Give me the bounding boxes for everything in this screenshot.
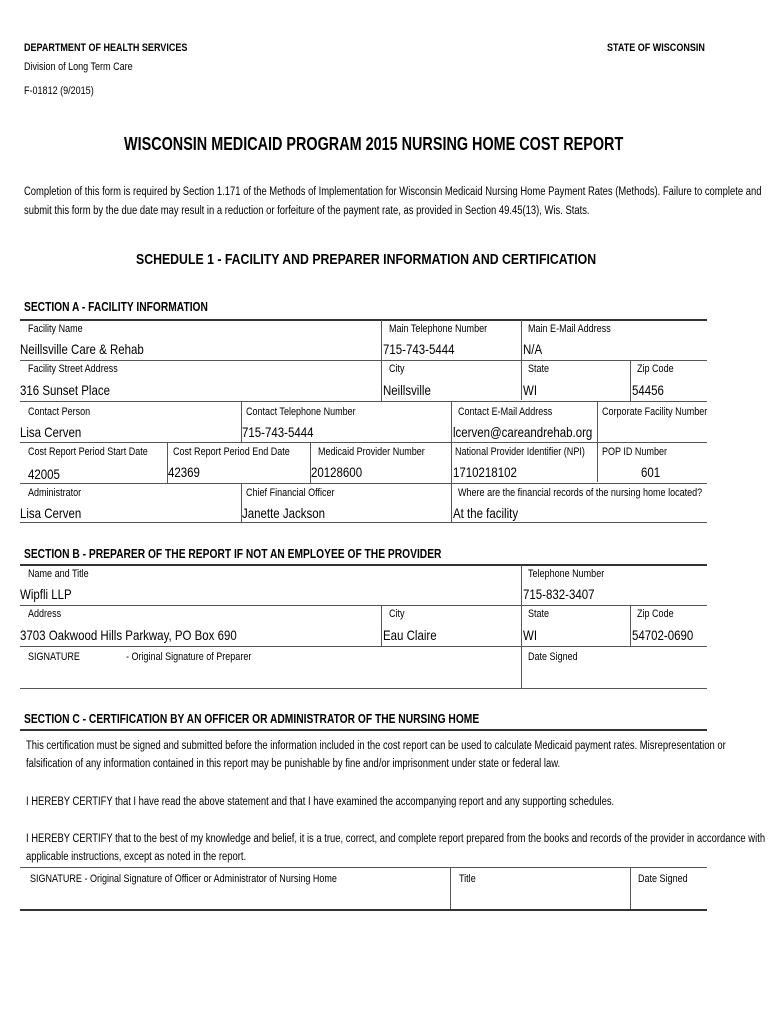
npi-field[interactable]: 1710218102 (453, 464, 517, 480)
preparer-state-label: State (528, 608, 550, 620)
certification-para1-line2: falsification of any information contained in this report may be punishable by fine and/or imprisonment under state or federal law. (26, 758, 561, 770)
city-field[interactable]: Neillsville (383, 382, 431, 398)
preparer-address-label: Address (28, 608, 62, 620)
zip-label: Zip Code (637, 363, 674, 375)
intro-line-1: Completion of this form is required by Section 1.171 of the Methods of Implementation for Wisconsin Medicaid Nursing Home Payment Rates (Methods). Failure to complete and (24, 186, 762, 198)
section-b-title: SECTION B - PREPARER OF THE REPORT IF NOT AN EMPLOYEE OF THE PROVIDER (24, 547, 442, 561)
zip-field[interactable]: 54456 (632, 382, 664, 398)
contact-person-label: Contact Person (28, 406, 91, 418)
cfo-field[interactable]: Janette Jackson (242, 505, 325, 521)
facility-name-field[interactable]: Neillsville Care & Rehab (20, 341, 144, 357)
preparer-address-field[interactable]: 3703 Oakwood Hills Parkway, PO Box 690 (20, 627, 237, 643)
street-field[interactable]: 316 Sunset Place (20, 382, 110, 398)
state-field[interactable]: WI (523, 382, 538, 398)
administrator-label: Administrator (28, 487, 82, 499)
intro-line-2: submit this form by the due date may result in a reduction or forfeiture of the payment rate, as provided in Section 49.45(13), Wis. Stats. (24, 205, 590, 217)
section-c-rule (20, 729, 707, 731)
contact-email-field[interactable]: lcerven@careandrehab.org (453, 424, 593, 440)
officer-date-label: Date Signed (638, 873, 688, 885)
preparer-signature-label: SIGNATURE (28, 651, 80, 663)
start-date-label: Cost Report Period Start Date (28, 446, 148, 458)
certification-para2: I HEREBY CERTIFY that I have read the above statement and that I have examined the accompanying report and any supporting schedules. (26, 796, 615, 808)
department-name: DEPARTMENT OF HEALTH SERVICES (24, 42, 188, 54)
certification-para3-line2: applicable instructions, except as noted in the report. (26, 851, 247, 863)
contact-phone-field[interactable]: 715-743-5444 (242, 424, 314, 440)
certification-para1-line1: This certification must be signed and submitted before the information included in the cost report can be used to calculate Medicaid payment rates. Misrepresentation or (26, 740, 726, 752)
records-location-field[interactable]: At the facility (453, 505, 519, 521)
pop-id-field[interactable]: 601 (641, 464, 661, 480)
pop-id-label: POP ID Number (602, 446, 668, 458)
preparer-city-field[interactable]: Eau Claire (383, 627, 437, 643)
contact-person-field[interactable]: Lisa Cerven (20, 424, 82, 440)
preparer-state-field[interactable]: WI (523, 627, 538, 643)
preparer-name-field[interactable]: Wipfli LLP (20, 586, 72, 602)
medicaid-provider-label: Medicaid Provider Number (318, 446, 425, 458)
corporate-facility-label: Corporate Facility Number (602, 406, 708, 418)
state-name: STATE OF WISCONSIN (607, 42, 705, 54)
officer-signature-label: SIGNATURE - Original Signature of Officer or Administrator of Nursing Home (30, 873, 337, 885)
schedule-title: SCHEDULE 1 - FACILITY AND PREPARER INFORMATION AND CERTIFICATION (136, 251, 597, 268)
page-title: WISCONSIN MEDICAID PROGRAM 2015 NURSING HOME COST REPORT (124, 134, 624, 154)
division-name: Division of Long Term Care (24, 61, 133, 73)
preparer-phone-field[interactable]: 715-832-3407 (523, 586, 595, 602)
section-a-rule (20, 319, 707, 321)
city-label: City (389, 363, 405, 375)
main-phone-field[interactable]: 715-743-5444 (383, 341, 455, 357)
administrator-field[interactable]: Lisa Cerven (20, 505, 82, 521)
preparer-phone-label: Telephone Number (528, 568, 605, 580)
end-date-label: Cost Report Period End Date (173, 446, 290, 458)
section-a-title: SECTION A - FACILITY INFORMATION (24, 300, 208, 314)
main-phone-label: Main Telephone Number (389, 323, 488, 335)
contact-phone-label: Contact Telephone Number (246, 406, 356, 418)
facility-name-label: Facility Name (28, 323, 83, 335)
records-location-label: Where are the financial records of the nursing home located? (458, 487, 703, 499)
street-label: Facility Street Address (28, 363, 118, 375)
section-c-title: SECTION C - CERTIFICATION BY AN OFFICER OR ADMINISTRATOR OF THE NURSING HOME (24, 712, 480, 726)
preparer-zip-label: Zip Code (637, 608, 674, 620)
form-number: F-01812 (9/2015) (24, 85, 94, 97)
end-date-field[interactable]: 42369 (168, 464, 200, 480)
contact-email-label: Contact E-Mail Address (458, 406, 553, 418)
medicaid-provider-field[interactable]: 20128600 (311, 464, 363, 480)
main-email-label: Main E-Mail Address (528, 323, 611, 335)
certification-para3-line1: I HEREBY CERTIFY that to the best of my knowledge and belief, it is a true, correct, and complete report prepared from the books and records of the provider in accordance with (26, 833, 766, 845)
start-date-field[interactable]: 42005 (28, 466, 60, 482)
preparer-date-label: Date Signed (528, 651, 578, 663)
preparer-zip-field[interactable]: 54702-0690 (632, 627, 694, 643)
npi-label: National Provider Identifier (NPI) (455, 446, 585, 458)
preparer-signature-note: - Original Signature of Preparer (126, 651, 252, 663)
section-b-rule (20, 564, 707, 566)
preparer-name-label: Name and Title (28, 568, 89, 580)
state-label: State (528, 363, 550, 375)
preparer-city-label: City (389, 608, 405, 620)
main-email-field[interactable]: N/A (523, 341, 543, 357)
cfo-label: Chief Financial Officer (246, 487, 335, 499)
officer-title-label: Title (459, 873, 476, 885)
